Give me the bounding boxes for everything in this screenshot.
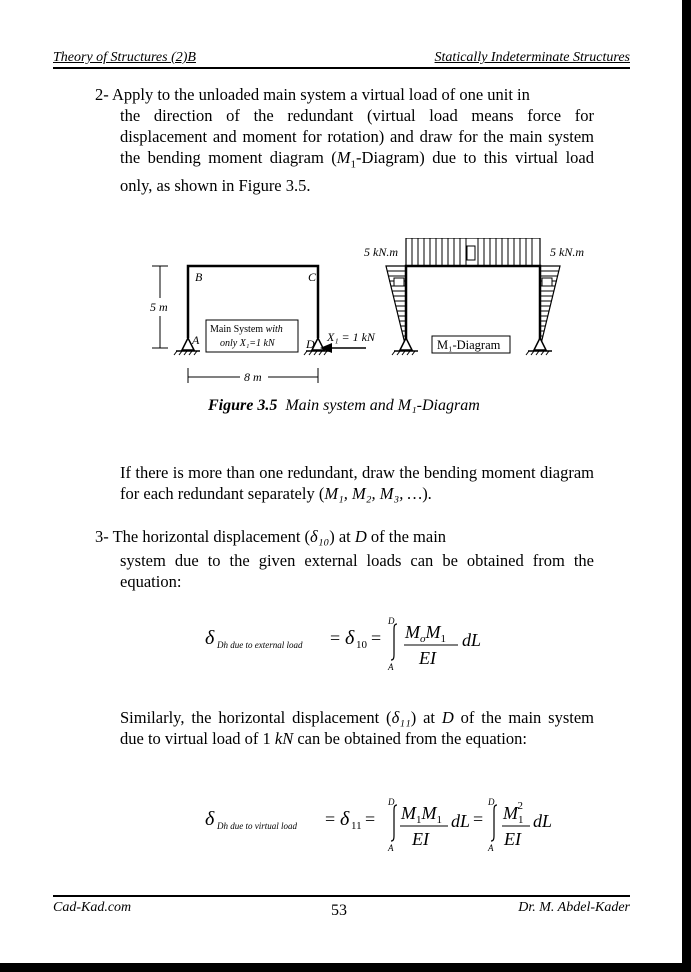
- eq1-lhs-subscript: Dh due to external load: [217, 640, 303, 650]
- eq2-integral-sign-1: [391, 805, 397, 841]
- similarly-mid: ) at: [410, 708, 435, 727]
- eq1-equals-2: =: [371, 628, 382, 648]
- step-3-line-2: system due to the given external loads can be obtained from the equation:: [120, 551, 594, 591]
- moment-label-left: 5 kN.m: [364, 245, 398, 259]
- similarly-unit: kN: [274, 729, 294, 748]
- step-3-line-1-post: of the main: [370, 527, 447, 546]
- step-2-body: [95, 105, 594, 196]
- eq2-upper-limit-1: D: [388, 797, 395, 807]
- eq2-lower-limit-2: A: [488, 843, 494, 853]
- step-2-first-line-text: Apply to the unloaded main system a virtual load of one unit in: [111, 85, 530, 104]
- figure-caption-number: Figure 3.5: [208, 397, 278, 414]
- eq2-upper-limit-2: D: [488, 797, 495, 807]
- eq2-equals-1: =: [325, 809, 336, 829]
- eq1-lower-limit: A: [388, 662, 394, 672]
- eq2-integral-sign-2: [491, 805, 497, 841]
- equation-delta-11: [205, 793, 565, 853]
- step-2-first-line: [95, 84, 594, 105]
- box-line-2: only X₁=1 kN: [220, 338, 275, 349]
- width-dimension-label: 8 m: [244, 370, 262, 383]
- redundant-text-pre: If there is more than one redundant, draw the bending moment diagram for each redundant separately (: [120, 463, 594, 503]
- eq1-delta10-sub: 10: [356, 639, 367, 651]
- step-3-point: D: [354, 527, 367, 546]
- page-frame-bottom: [0, 963, 691, 972]
- step-2-body-pre: the direction of the redundant (virtual load means force for displacement and moment for rotation) and draw for the main system the bending moment diagram (: [120, 106, 594, 167]
- page-frame-right: [682, 0, 691, 972]
- redundant-text-post: ).: [422, 484, 432, 503]
- step-3-number: 3-: [95, 527, 109, 546]
- node-label-C: C: [308, 270, 317, 284]
- height-dimension-label: 5 m: [150, 300, 168, 314]
- eq1-numerator: $M_oM_1$: [405, 622, 446, 645]
- eq1-lhs-delta: δ: [205, 627, 215, 649]
- load-label: X₁ = 1 kN: [327, 330, 375, 344]
- node-label-B: B: [195, 270, 203, 284]
- step-2-body-post: -Diagram) due to this virtual load only, as shown in Figure 3.5.: [120, 148, 594, 196]
- node-label-A: A: [192, 333, 200, 347]
- similarly-paragraph: [120, 707, 594, 749]
- eq2-lower-limit-1: A: [388, 843, 394, 853]
- eq2-dL-2: dL: [533, 811, 553, 831]
- similarly-pre: Similarly, the horizontal displacement (: [120, 708, 392, 727]
- figure-caption-text: Main system and M₁-Diagram: [285, 397, 480, 414]
- eq1-dL: dL: [462, 630, 482, 650]
- box-line-1: Main System with: [210, 324, 283, 335]
- header-rule: [53, 67, 630, 69]
- similarly-symbol: δ₁₁: [391, 708, 411, 727]
- eq2-dL-1: dL: [451, 811, 471, 831]
- eq2-lhs-subscript: Dh due to virtual load: [217, 821, 297, 831]
- m1-diagram-label: M₁-Diagram: [437, 338, 501, 352]
- similarly-post: of the main system due to virtual load of 1: [120, 708, 595, 748]
- footer-website: Cad-Kad.com: [53, 900, 132, 915]
- footer-rule: [53, 895, 630, 897]
- node-label-D: D: [306, 337, 315, 351]
- eq2-equals-3: =: [473, 809, 484, 829]
- eq2-numerator-1: $M_1M_1$: [401, 803, 442, 826]
- eq2-equals-2: =: [365, 809, 376, 829]
- eq1-upper-limit: D: [388, 616, 395, 626]
- eq1-denominator: EI: [419, 648, 436, 668]
- similarly-point: D: [441, 708, 454, 727]
- eq2-denominator-2: EI: [504, 829, 521, 849]
- step-3-symbol: δ₁₀: [310, 527, 330, 546]
- step-3-paragraph: [95, 526, 594, 592]
- eq2-lhs-delta: δ: [205, 808, 215, 830]
- step-2-number: 2-: [95, 85, 109, 104]
- header-chapter-title: Statically Indeterminate Structures: [434, 50, 630, 65]
- redundant-list: M₁, M₂, M₃, …: [324, 484, 423, 503]
- eq2-denominator-1: EI: [412, 829, 429, 849]
- step-2-paragraph: [95, 84, 594, 196]
- moment-label-right: 5 kN.m: [550, 245, 584, 259]
- step-3-line-1-pre: The horizontal displacement (: [112, 527, 311, 546]
- step-2-diag-symbol: M: [336, 148, 351, 167]
- header-course-title: Theory of Structures (2)B: [53, 50, 196, 65]
- equation-delta-10: [205, 612, 505, 672]
- eq2-numerator-2: $M_12$: [503, 800, 524, 826]
- step-3-line-1-mid: ) at: [329, 527, 351, 546]
- eq1-equals-1: =: [330, 628, 341, 648]
- eq2-delta11: δ: [340, 808, 350, 830]
- similarly-end: can be obtained from the equation:: [297, 729, 527, 748]
- redundant-paragraph: [120, 462, 594, 504]
- figure-3-5: [140, 238, 600, 383]
- footer-author: Dr. M. Abdel-Kader: [518, 900, 630, 915]
- page-number: 53: [331, 902, 347, 919]
- eq1-integral-sign: [391, 624, 397, 660]
- eq2-delta11-sub: 11: [351, 820, 362, 832]
- step-2-diag-sub: 1: [350, 158, 357, 171]
- eq1-delta10: δ: [345, 627, 355, 649]
- figure-caption: [208, 397, 480, 415]
